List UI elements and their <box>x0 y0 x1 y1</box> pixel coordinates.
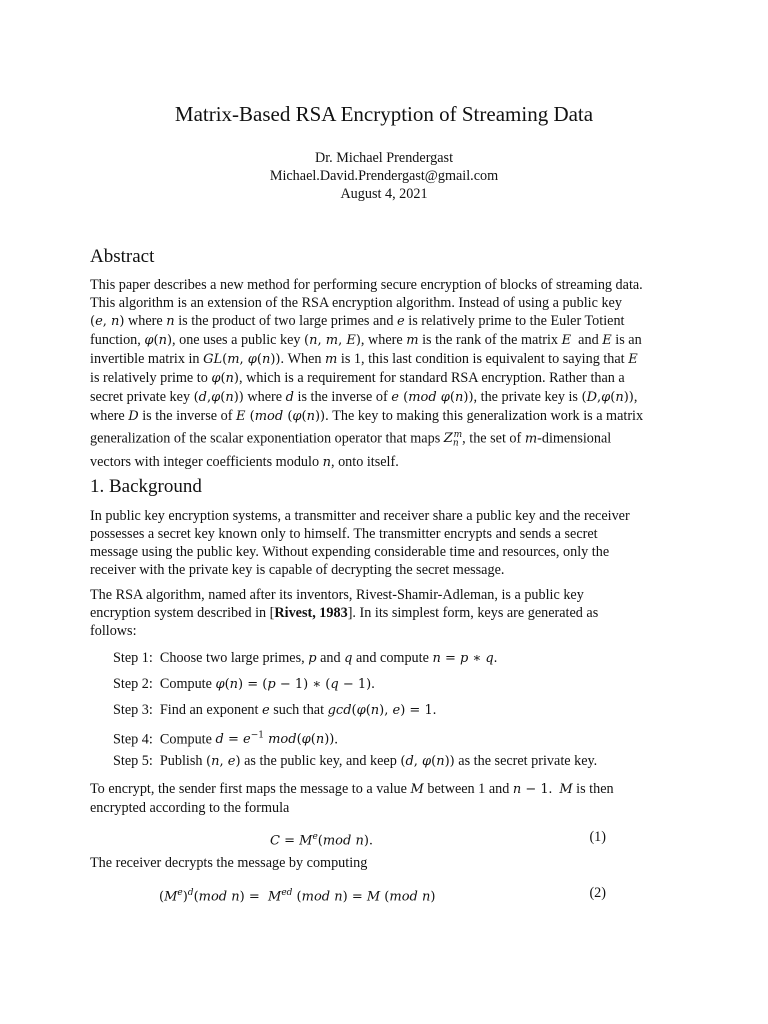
author-email: Michael.David.Prendergast@gmail.com <box>269 168 499 184</box>
abstract-line: vectors with integer coefficients modulo n, onto itself. <box>90 453 399 470</box>
equation-2: $(Me)^d(mod$ $n) = M^{ed}$ (mod n) = M (mod n) (2) <box>159 885 606 905</box>
background-paragraph-4 <box>90 854 678 872</box>
abstract-line: where D is the inverse of E (mod (φ(n)). The key to making this generalization work is a matrix <box>90 408 644 424</box>
background-line: receiver with the private key is capable of decrypting the secret message. <box>90 562 505 578</box>
background-line: follows: <box>90 623 137 639</box>
step-3: Step 3: Find an exponent e such that gcd(φ(n), e) = 1. <box>113 702 437 718</box>
abstract-line: secret private key (d,φ(n)) where d is the inverse of e (mod φ(n)), the private key is (D,φ(n)), <box>90 389 638 405</box>
section-heading-background: 1. Background <box>90 476 202 497</box>
abstract-line: (e, n) where n is the product of two large primes and e is relatively prime to the Euler Totient <box>90 313 625 329</box>
abstract-line: This paper describes a new method for performing secure encryption of blocks of streaming data. <box>90 277 643 293</box>
abstract-line: This algorithm is an extension of the RSA encryption algorithm. Instead of using a public key <box>90 295 622 311</box>
step-4: Step 4: Compute $d = e^{-1}$ mod(φ(n)). <box>113 731 338 748</box>
background-paragraph-3 <box>90 780 678 817</box>
abstract-line: function, φ(n), one uses a public key (n, m, E), where m is the rank of the matrix E and E is an <box>90 332 642 348</box>
author-block <box>90 149 678 203</box>
background-line: In public key encryption systems, a transmitter and receiver share a public key and the receiver <box>90 508 630 524</box>
equation-1: $C = M^e(mod$ n). (1) <box>270 829 606 849</box>
background-line: encrypted according to the formula <box>90 800 290 816</box>
citation-rivest-1983: Rivest, 1983 <box>274 605 348 621</box>
background-line: message using the public key. Without expending considerable time and resources, only the <box>90 544 610 560</box>
background-line: The receiver decrypts the message by computing <box>90 855 368 871</box>
background-line: The RSA algorithm, named after its inventors, Rivest-Shamir-Adleman, is a public key <box>90 587 584 603</box>
abstract-heading: Abstract <box>90 246 155 267</box>
background-line: To encrypt, the sender first maps the message to a value M between 1 and n − 1. M is then <box>90 781 614 797</box>
abstract-line: generalization of the scalar exponentiation operator that maps $Z_n^m$, the set of m-dimensional <box>90 430 612 449</box>
step-5: Step 5: Publish (n, e) as the public key, and keep (d, φ(n)) as the secret private key. <box>113 753 598 769</box>
author-name: Dr. Michael Prendergast <box>314 150 454 166</box>
equation-number: (2) <box>589 885 606 901</box>
abstract-line: is relatively prime to φ(n), which is a requirement for standard RSA encryption. Rather than a <box>90 370 625 386</box>
abstract-line: invertible matrix in GL(m, φ(n)). When m is 1, this last condition is equivalent to saying that E <box>90 351 638 367</box>
background-paragraph-1 <box>90 507 678 579</box>
step-1: Step 1: Choose two large primes, p and q and compute n = p ∗ q. <box>113 650 498 666</box>
equation-number: (1) <box>589 829 606 845</box>
publication-date: August 4, 2021 <box>340 186 428 202</box>
background-line: encryption system described in [Rivest, 1983]. In its simplest form, keys are generated as <box>90 605 599 621</box>
abstract-paragraph <box>90 276 678 472</box>
background-line: possesses a secret key known only to himself. The transmitter encrypts and sends a secret <box>90 526 598 542</box>
step-2: Step 2: Compute φ(n) = (p − 1) ∗ (q − 1). <box>113 676 375 692</box>
paper-title: Matrix-Based RSA Encryption of Streaming Data <box>174 102 594 126</box>
background-paragraph-2 <box>90 586 678 640</box>
